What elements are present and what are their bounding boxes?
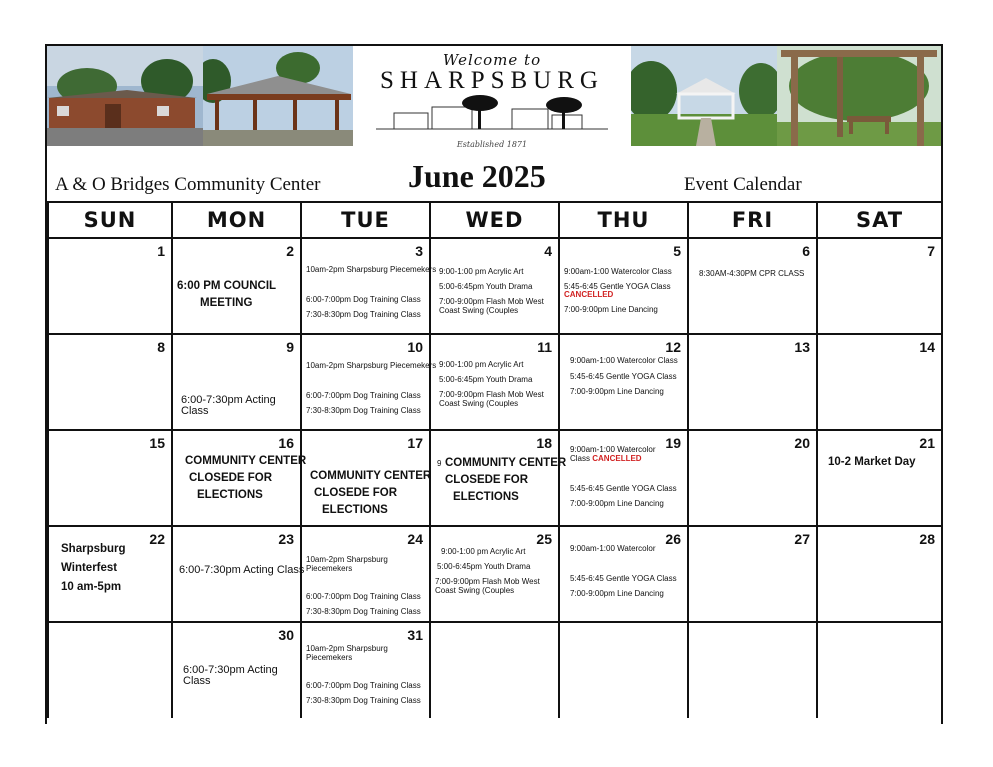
event-text: 5:45-6:45 Gentle YOGA Class bbox=[570, 574, 677, 583]
weekday-sun: SUN bbox=[48, 202, 172, 238]
day-number: 10 bbox=[407, 339, 423, 355]
day-cell-empty bbox=[688, 622, 817, 718]
event-text: 10-2 Market Day bbox=[828, 456, 916, 468]
cancelled-label: CANCELLED bbox=[592, 454, 642, 463]
event-text: 7:30-8:30pm Dog Training Class bbox=[306, 406, 421, 415]
day-cell-24[interactable] bbox=[301, 526, 430, 622]
day-number: 30 bbox=[278, 627, 294, 643]
calendar-frame bbox=[45, 44, 943, 724]
established-text: Established 1871 bbox=[456, 140, 528, 149]
event-text: 9:00-1:00 pm Acrylic Art bbox=[439, 360, 524, 369]
event-text: 7:00-9:00pm Flash Mob West Coast Swing (Couples bbox=[435, 577, 540, 595]
event-text: 7:00-9:00pm Line Dancing bbox=[570, 499, 664, 508]
day-number: 16 bbox=[278, 435, 294, 451]
event-text: 9:00am-1:00 Watercolor bbox=[570, 544, 656, 553]
day-number: 25 bbox=[536, 531, 552, 547]
closed-notice: CLOSEDE FOR bbox=[189, 472, 273, 484]
event-text: 8:30AM-4:30PM CPR CLASS bbox=[699, 269, 805, 278]
pavilion-photo bbox=[203, 46, 353, 146]
week-row-4 bbox=[48, 526, 942, 622]
event-text: 6:00 PM COUNCIL bbox=[177, 280, 277, 292]
day-cell-15[interactable] bbox=[48, 430, 172, 526]
event-text: 9 bbox=[437, 459, 442, 468]
day-number: 12 bbox=[665, 339, 681, 355]
cancelled-label: CANCELLED bbox=[564, 290, 614, 299]
closed-notice: CLOSEDE FOR bbox=[445, 474, 529, 486]
day-number: 28 bbox=[919, 531, 935, 547]
day-cell-27[interactable] bbox=[688, 526, 817, 622]
day-cell-1[interactable] bbox=[48, 238, 172, 334]
closed-notice: COMMUNITY CENTER bbox=[310, 470, 432, 482]
day-number: 15 bbox=[149, 435, 165, 451]
day-cell-28[interactable] bbox=[817, 526, 942, 622]
day-number: 7 bbox=[927, 243, 935, 259]
weekday-wed: WED bbox=[430, 202, 559, 238]
event-text: Winterfest bbox=[61, 562, 118, 574]
event-text: 6:00-7:30pm Acting Class bbox=[183, 664, 278, 687]
week-row-2 bbox=[48, 334, 942, 430]
day-cell-11[interactable] bbox=[430, 334, 559, 430]
week-row-5 bbox=[48, 622, 942, 718]
day-cell-26[interactable] bbox=[559, 526, 688, 622]
weekday-tue: TUE bbox=[301, 202, 430, 238]
day-cell-18[interactable] bbox=[430, 430, 567, 526]
day-number: 31 bbox=[407, 627, 423, 643]
closed-notice: COMMUNITY CENTER bbox=[185, 455, 307, 467]
event-text: 10 am-5pm bbox=[61, 581, 122, 593]
event-text: 5:00-6:45pm Youth Drama bbox=[439, 282, 533, 291]
town-skyline-illustration bbox=[372, 93, 612, 135]
title-bar bbox=[47, 146, 941, 201]
day-number: 11 bbox=[537, 339, 552, 355]
calendar-grid bbox=[47, 201, 943, 718]
closed-notice: ELECTIONS bbox=[322, 504, 388, 516]
event-text: 9:00am-1:00 Watercolor bbox=[570, 445, 656, 454]
day-number: 23 bbox=[278, 531, 294, 547]
day-cell-7[interactable] bbox=[817, 238, 942, 334]
day-cell-empty bbox=[430, 622, 559, 718]
day-cell-31[interactable] bbox=[301, 622, 430, 718]
event-text: 7:30-8:30pm Dog Training Class bbox=[306, 310, 421, 319]
welcome-text: Welcome to bbox=[442, 51, 542, 69]
event-text: 9:00am-1:00 Watercolor Class bbox=[564, 267, 672, 276]
event-text: 7:00-9:00pm Line Dancing bbox=[564, 305, 658, 314]
event-text: 6:00-7:00pm Dog Training Class bbox=[306, 592, 421, 601]
event-text: 7:00-9:00pm Line Dancing bbox=[570, 589, 664, 598]
day-cell-22[interactable] bbox=[48, 526, 172, 622]
weekday-thu: THU bbox=[559, 202, 688, 238]
day-number: 21 bbox=[919, 435, 935, 451]
day-cell-19[interactable] bbox=[559, 430, 688, 526]
day-cell-30[interactable] bbox=[172, 622, 301, 718]
day-cell-8[interactable] bbox=[48, 334, 172, 430]
sharpsburg-logo bbox=[353, 46, 631, 149]
event-text: 7:00-9:00pm Flash Mob West Coast Swing (Couples bbox=[439, 390, 544, 408]
event-text: 7:30-8:30pm Dog Training Class bbox=[306, 696, 421, 705]
event-text: 10am-2pm Sharpsburg Piecemekers bbox=[306, 361, 437, 370]
day-cell-14[interactable] bbox=[817, 334, 942, 430]
day-cell-4[interactable] bbox=[430, 238, 559, 334]
weekday-sat: SAT bbox=[817, 202, 942, 238]
day-cell-9[interactable] bbox=[172, 334, 301, 430]
day-number: 1 bbox=[157, 243, 165, 259]
event-text: 10am-2pm Sharpsburg Piecemekers bbox=[306, 265, 437, 274]
event-text: 10am-2pm Sharpsburg Piecemekers bbox=[306, 644, 388, 662]
day-number: 17 bbox=[407, 435, 423, 451]
event-text: 5:45-6:45 Gentle YOGA Class bbox=[570, 372, 677, 381]
event-text: MEETING bbox=[200, 297, 253, 309]
event-text: 6:00-7:00pm Dog Training Class bbox=[306, 295, 421, 304]
event-text: 5:00-6:45pm Youth Drama bbox=[439, 375, 533, 384]
month-title: June 2025 bbox=[408, 158, 546, 194]
banner bbox=[47, 46, 941, 149]
day-number: 9 bbox=[286, 339, 294, 355]
day-number: 6 bbox=[802, 243, 810, 259]
event-text: 9:00-1:00 pm Acrylic Art bbox=[441, 547, 526, 556]
event-text: 9:00am-1:00 Watercolor Class bbox=[570, 356, 678, 365]
day-cell-23[interactable] bbox=[172, 526, 305, 622]
day-cell-21[interactable] bbox=[817, 430, 942, 526]
day-cell-16[interactable] bbox=[172, 430, 307, 526]
event-text: 6:00-7:00pm Dog Training Class bbox=[306, 391, 421, 400]
day-number: 8 bbox=[157, 339, 165, 355]
closed-notice: CLOSEDE FOR bbox=[314, 487, 398, 499]
day-number: 13 bbox=[794, 339, 810, 355]
event-text: Sharpsburg bbox=[61, 543, 126, 555]
day-cell-13[interactable] bbox=[688, 334, 817, 430]
event-text: 10am-2pm Sharpsburg Piecemekers bbox=[306, 555, 388, 573]
event-text: Class bbox=[570, 454, 591, 463]
closed-notice: COMMUNITY CENTER bbox=[445, 457, 567, 469]
day-number: 26 bbox=[665, 531, 681, 547]
day-cell-12[interactable] bbox=[559, 334, 688, 430]
day-number: 22 bbox=[149, 531, 165, 547]
day-cell-6[interactable] bbox=[688, 238, 817, 334]
day-cell-3[interactable] bbox=[301, 238, 437, 334]
week-row-3 bbox=[48, 430, 942, 526]
event-text: 6:00-7:30pm Acting Class bbox=[179, 564, 305, 576]
week-row-1 bbox=[48, 238, 942, 334]
weekday-mon: MON bbox=[172, 202, 301, 238]
event-text: 7:00-9:00pm Flash Mob West Coast Swing (Couples bbox=[439, 297, 544, 315]
day-number: 14 bbox=[919, 339, 935, 355]
day-number: 3 bbox=[415, 243, 423, 259]
event-text: 6:00-7:30pm Acting Class bbox=[181, 394, 276, 417]
day-number: 20 bbox=[794, 435, 810, 451]
day-number: 27 bbox=[794, 531, 810, 547]
pergola-photo bbox=[777, 46, 941, 146]
event-text: 6:00-7:00pm Dog Training Class bbox=[306, 681, 421, 690]
day-cell-20[interactable] bbox=[688, 430, 817, 526]
event-text: 5:45-6:45 Gentle YOGA Class bbox=[570, 484, 677, 493]
day-number: 2 bbox=[286, 243, 294, 259]
town-name: SHARPSBURG bbox=[380, 67, 604, 94]
day-cell-5[interactable] bbox=[559, 238, 688, 334]
gazebo-photo bbox=[631, 46, 777, 146]
event-text: 5:45-6:45 Gentle YOGA Class bbox=[564, 282, 671, 291]
event-text: 5:00-6:45pm Youth Drama bbox=[437, 562, 531, 571]
day-cell-10[interactable] bbox=[301, 334, 437, 430]
center-name: A & O Bridges Community Center bbox=[55, 174, 321, 195]
closed-notice: ELECTIONS bbox=[197, 489, 263, 501]
event-text: 7:30-8:30pm Dog Training Class bbox=[306, 607, 421, 616]
day-cell-empty bbox=[817, 622, 942, 718]
day-cell-empty bbox=[48, 622, 172, 718]
event-calendar-label: Event Calendar bbox=[684, 174, 802, 195]
weekday-fri: FRI bbox=[688, 202, 817, 238]
day-number: 18 bbox=[536, 435, 552, 451]
closed-notice: ELECTIONS bbox=[453, 491, 519, 503]
community-center-photo bbox=[47, 46, 203, 146]
event-text: 9:00-1:00 pm Acrylic Art bbox=[439, 267, 524, 276]
day-cell-2[interactable] bbox=[172, 238, 301, 334]
day-cell-25[interactable] bbox=[430, 526, 559, 622]
day-number: 4 bbox=[544, 243, 552, 259]
day-number: 19 bbox=[665, 435, 681, 451]
day-cell-17[interactable] bbox=[301, 430, 430, 526]
day-cell-empty bbox=[559, 622, 688, 718]
weekday-header-row bbox=[48, 202, 942, 238]
event-text: 7:00-9:00pm Line Dancing bbox=[570, 387, 664, 396]
day-number: 24 bbox=[407, 531, 423, 547]
day-number: 5 bbox=[673, 243, 681, 259]
